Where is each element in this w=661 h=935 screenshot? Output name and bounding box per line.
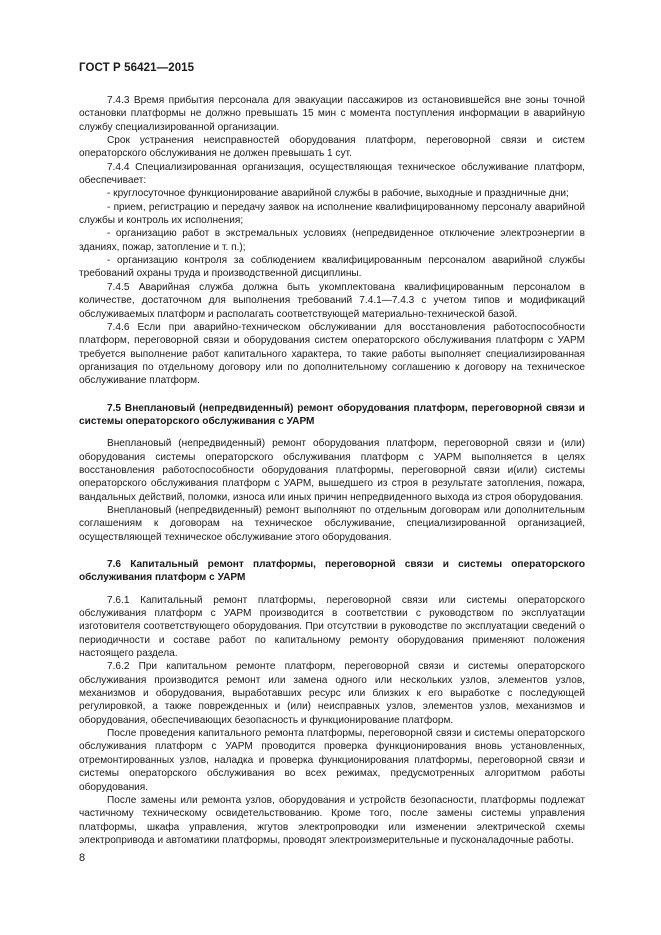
paragraph: Внеплановый (непредвиденный) ремонт оборудования платформ, переговорной связи и (или) оборудования системы операторского обслуживания платформ с УАРМ выполняется в целях восстановления работоспособности оборудования платформы, переговорной связи и(или) системы операторского обслуживания платформ с УАРМ, вышедшего из строя в результате затопления, пожара, вандальных действий, поломки, износа или иных причин непредвиденного выхода из строя оборудования. [79, 438, 585, 503]
paragraph-7-6-2: 7.6.2 При капитальном ремонте платформ, переговорной связи и системы операторского обслуживания производится ремонт или замена одного или нескольких узлов, элементов узлов, механизмов и оборудования, выработавших ресурс или близких к его выработке с последующей регулировкой, а также поврежденных и (или) неисправных узлов, элементов узлов, механизмов и оборудования, обеспечивающих безопасность и функционирование платформ. [79, 661, 585, 726]
list-item: - организацию контроля за соблюдением квалифицированным персоналом аварийной службы требований охраны труда и производственной дисциплины. [79, 255, 585, 280]
paragraph-7-4-4: 7.4.4 Специализированная организация, осуществляющая техническое обслуживание платформ, обеспечивает: [79, 161, 585, 187]
paragraph: Внеплановый (непредвиденный) ремонт выполняют по отдельным договорам или дополнительным соглашениям к договорам на техническое обслуживание, специализированной организацией, осуществляющей техническое обслуживание этого оборудования. [79, 504, 585, 543]
section-heading-7-6: 7.6 Капитальный ремонт платформы, переговорной связи и системы операторского обслуживания платформ с УАРМ [79, 559, 585, 584]
section-heading-7-5: 7.5 Внеплановый (непредвиденный) ремонт оборудования платформ, переговорной связи и системы операторского обслуживания с УАРМ [79, 402, 585, 427]
document-header: ГОСТ Р 56421—2015 [79, 62, 195, 74]
list-item: - организацию работ в экстремальных условиях (непредвиденное отключение электроэнергии в зданиях, пожар, затопление и т. п.); [79, 228, 585, 253]
paragraph: Срок устранения неисправностей оборудования платформ, переговорной связи и систем операторского обслуживания не должен превышать 1 сут. [79, 135, 585, 160]
paragraph: После проведения капитального ремонта платформы, переговорной связи и системы операторского обслуживания платформ с УАРМ проводится проверка функционирования вновь установленных, отремонтированных узлов, наладка и проверка функционирования платформы, переговорной связи и системы операторского обслуживания во всех режимах, предусмотренных алгоритмом работы оборудования. [79, 728, 585, 793]
document-body [79, 94, 585, 847]
paragraph-7-4-6: 7.4.6 Если при аварийно-техническом обслуживании для восстановления работоспособности платформ, переговорной связи и оборудования систем операторского обслуживания платформ с УАРМ требуется выполнение работ капитального характера, то такие работы выполняет специализированная организация по отдельному договору или по дополнительному соглашению к договору на техническое обслуживание платформ. [79, 321, 585, 387]
paragraph-7-4-3: 7.4.3 Время прибытия персонала для эвакуации пассажиров из остановившейся вне зоны точной остановки платформы не должно превышать 15 мин с момента поступления информации в аварийную службу специализированной организации. [79, 95, 585, 133]
page-number: 8 [79, 852, 86, 864]
paragraph: После замены или ремонта узлов, оборудования и устройств безопасности, платформы подлежат частичному техническому освидетельствованию. Кроме того, после замены системы управления платформы, шкафа управления, жгутов электропроводки или изменении электрической схемы электропривода и автоматики платформы, проводят электроизмерительные и пусконаладочные работы. [79, 794, 585, 846]
list-item: - круглосуточное функционирование аварийной службы в рабочие, выходные и праздничные дни; [107, 188, 569, 200]
paragraph-7-6-1: 7.6.1 Капитальный ремонт платформы, переговорной связи или системы операторского обслуживания платформ с УАРМ производится в соответствии с руководством по эксплуатации изготовителя соответствующего оборудования. При отсутствии в руководстве по эксплуатации сведений о периодичности и составе работ по капитальному ремонту оборудования применяют положения настоящего раздела. [79, 594, 585, 660]
paragraph-7-4-5: 7.4.5 Аварийная служба должна быть укомплектована квалифицированным персоналом в количестве, достаточном для выполнения требований 7.4.1—7.4.3 с учетом типов и модификаций обслуживаемых платформ и располагать соответствующей материально-технической базой. [79, 281, 585, 320]
list-item: - прием, регистрацию и передачу заявок на исполнение квалифицированному персоналу аварийной службы и контроль их исполнения; [79, 201, 585, 227]
